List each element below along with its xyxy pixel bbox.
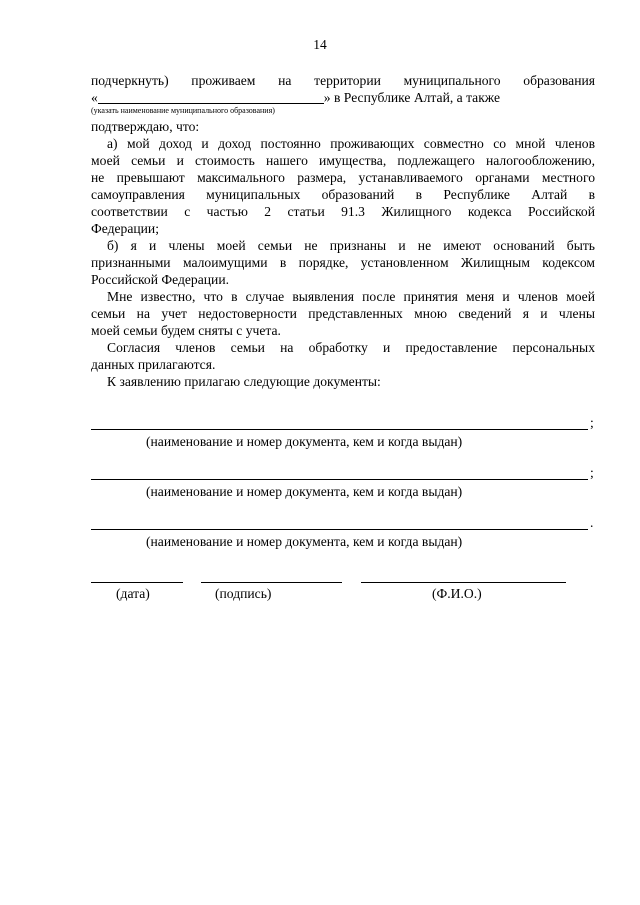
fullname-label: (Ф.И.О.) — [432, 586, 482, 601]
open-quote: « — [91, 90, 98, 105]
document-caption: (наименование и номер документа, кем и когда выдан) — [146, 484, 463, 499]
date-blank-field[interactable] — [91, 582, 183, 583]
punctuation: ; — [590, 415, 594, 430]
document-blank-field[interactable] — [91, 413, 588, 430]
text-line: Согласия членов семьи на обработку и предоставление персональных — [107, 340, 595, 355]
document-entry — [91, 513, 596, 550]
text-line: подтверждаю, что: — [91, 119, 200, 134]
text-line: подчеркнуть) проживаем на территории муниципального образования — [91, 73, 595, 88]
signature-label: (подпись) — [215, 586, 272, 601]
text-line: б) я и члены моей семьи не признаны и не имеют оснований быть — [107, 238, 595, 253]
text-line: моей семьи будем сняты с учета. — [91, 323, 281, 338]
text-line: самоуправления муниципальных образований в Республике Алтай в — [91, 187, 595, 202]
signature-blank-field[interactable] — [201, 582, 342, 583]
municipality-hint: (указать наименование муниципального образования) — [91, 106, 275, 115]
text-line: К заявлению прилагаю следующие документы: — [107, 374, 381, 389]
text-fragment: » в Республике Алтай, а также — [323, 90, 501, 105]
date-label: (дата) — [116, 586, 150, 601]
statement-body — [91, 72, 595, 390]
text-line: признанными малоимущими в порядке, установленном Жилищным кодексом — [91, 255, 595, 270]
text-line: моей семьи и стоимость нашего имущества, подлежащего налогообложению, — [91, 153, 595, 168]
text-line: данных прилагаются. — [91, 357, 216, 372]
text-line: не превышают максимального размера, устанавливаемого органами местного — [91, 170, 595, 185]
document-blank-field[interactable] — [91, 513, 588, 530]
text-line: Федерации; — [91, 221, 159, 236]
text-line: а) мой доход и доход постоянно проживающих совместно со мной членов — [107, 136, 595, 151]
text-line: Российской Федерации. — [91, 272, 229, 287]
municipality-blank-field[interactable] — [98, 90, 324, 104]
document-entry — [91, 463, 596, 500]
municipality-line — [91, 89, 595, 106]
text-line: соответствии с частью 2 статьи 91.3 Жилищного кодекса Российской — [91, 204, 595, 219]
document-caption: (наименование и номер документа, кем и когда выдан) — [146, 434, 463, 449]
text-line: Мне известно, что в случае выявления после принятия меня и членов моей — [107, 289, 595, 304]
punctuation: . — [590, 515, 594, 530]
punctuation: ; — [590, 465, 594, 480]
page-number: 14 — [313, 37, 327, 52]
text-line: семьи на учет недостоверности представленных мною сведений я и члены — [91, 306, 595, 321]
document-entry — [91, 413, 596, 450]
fullname-blank-field[interactable] — [361, 582, 566, 583]
document-blank-field[interactable] — [91, 463, 588, 480]
document-caption: (наименование и номер документа, кем и когда выдан) — [146, 534, 463, 549]
